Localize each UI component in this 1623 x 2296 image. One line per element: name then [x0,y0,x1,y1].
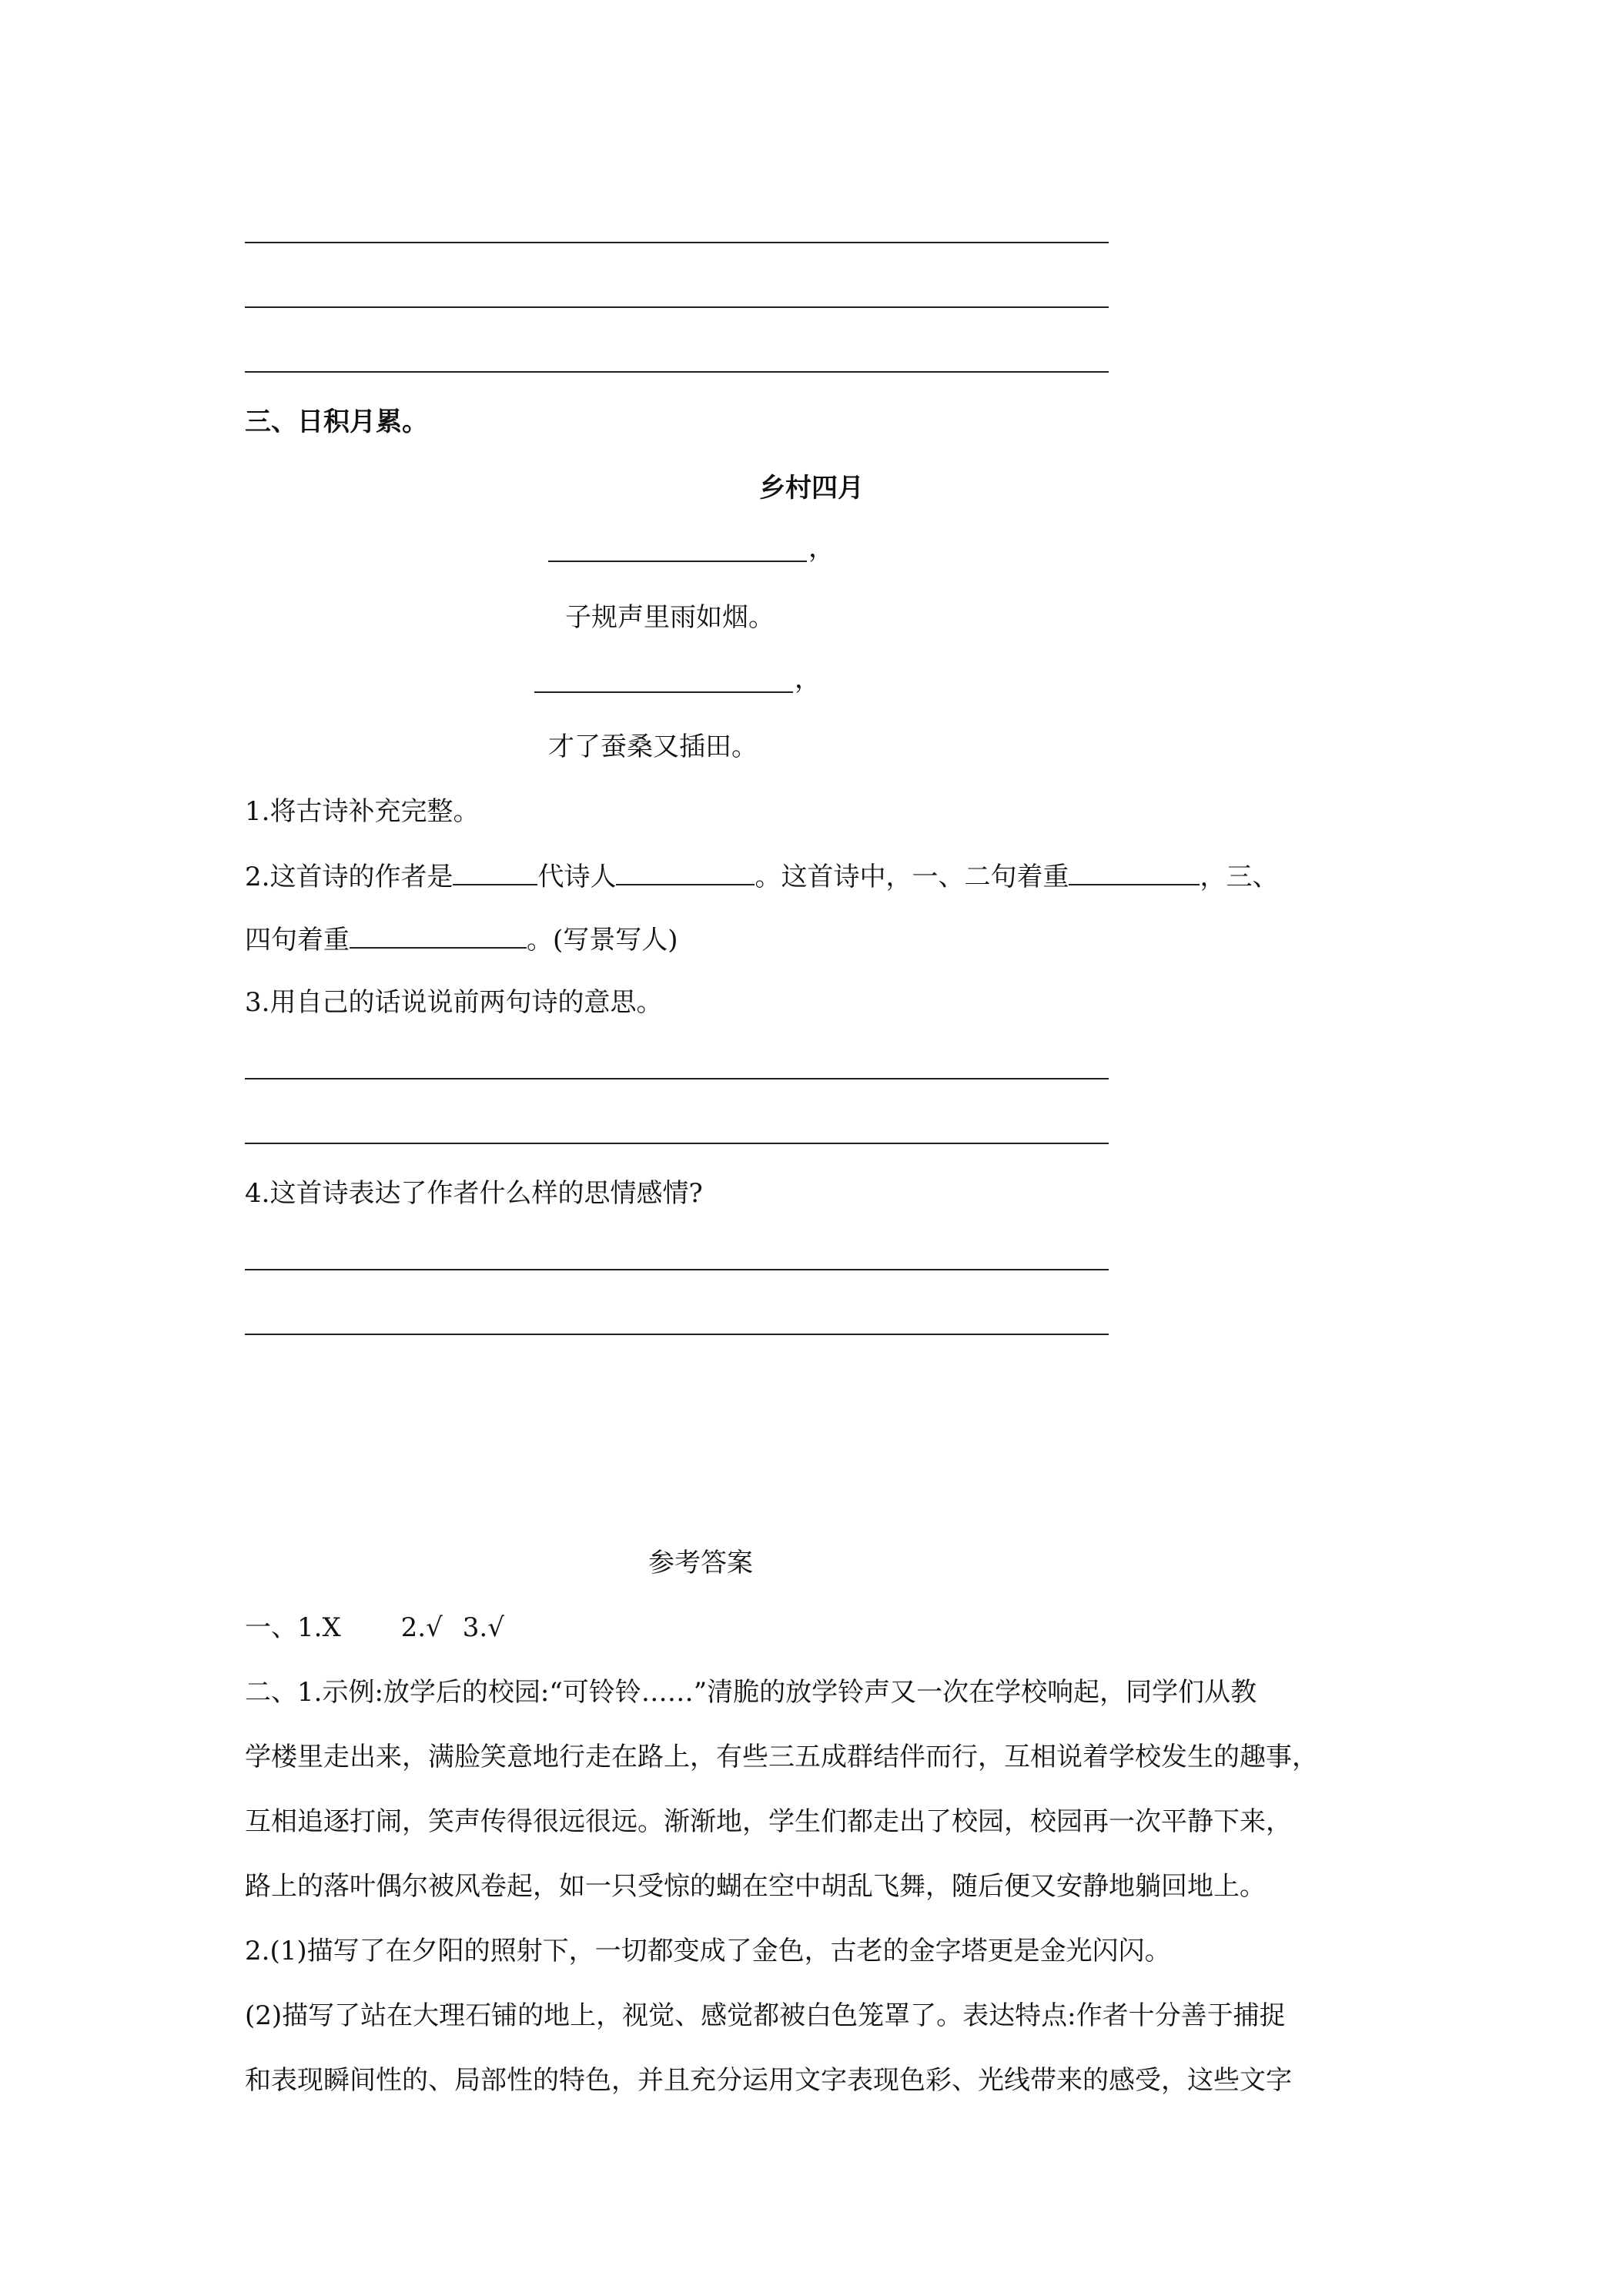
question-2 [245,858,1278,894]
question-4: 4.这首诗表达了作者什么样的思情感情? [245,1178,703,1209]
poem-comma-3: ， [795,664,821,694]
answer-paragraph-line: 路上的落叶偶尔被风卷起，如一只受惊的蝴在空中胡乱飞舞，随后便又安静地躺回地上。 [245,1871,1266,1902]
answer-paragraph-line: (2)描写了站在大理石铺的地上，视觉、感觉都被白色笼罩了。表达特点:作者十分善于捕捉 [245,2000,1286,2031]
question-2-cont [245,921,678,957]
focus-blank-1[interactable] [1069,858,1200,885]
question-1: 1.将古诗补充完整。 [245,796,480,827]
answer-line [245,306,1109,308]
section-heading: 三、日积月累。 [245,407,428,437]
q2-text-e: 四句着重 [245,925,350,956]
dynasty-blank[interactable] [453,858,537,885]
answer-1-2: 2.√ [400,1612,443,1643]
question-3: 3.用自己的话说说前两句诗的意思。 [245,987,663,1018]
poem-blank-line-3[interactable] [534,691,793,693]
answers-title: 参考答案 [648,1548,753,1578]
q2-text-b: 代诗人 [537,862,617,892]
poem-blank-line-1[interactable] [548,561,807,562]
answer-paragraph-line: 互相追逐打闹，笑声传得很远很远。渐渐地，学生们都走出了校园，校园再一次平静下来， [245,1806,1292,1837]
q2-text-c: 。这首诗中，一、二句着重 [755,862,1069,892]
answer-1-1: 一、1.X [245,1612,341,1643]
answer-line [245,371,1109,373]
answer-paragraph-line: 二、1.示例:放学后的校园:“可铃铃……”清脆的放学铃声又一次在学校响起，同学们从教 [245,1677,1257,1708]
poem-title: 乡村四月 [759,473,864,504]
focus-blank-2[interactable] [350,921,527,949]
answer-paragraph-line: 学楼里走出来，满脸笑意地行走在路上，有些三五成群结伴而行，互相说着学校发生的趣事， [245,1742,1318,1772]
poem-comma-1: ， [808,533,835,564]
answer-line [245,242,1109,243]
q2-text-f: 。(写景写人) [527,925,678,956]
answer-section-1 [245,1611,504,1645]
poem-line-4: 才了蚕桑又插田。 [548,731,758,762]
answer-line[interactable] [245,1269,1109,1270]
answer-line[interactable] [245,1078,1109,1079]
answer-1-3: 3.√ [462,1612,504,1643]
q2-text-a: 2.这首诗的作者是 [245,862,453,892]
answer-line[interactable] [245,1143,1109,1144]
answer-paragraph-line: 和表现瞬间性的、局部性的特色，并且充分运用文字表现色彩、光线带来的感受，这些文字 [245,2065,1292,2096]
poem-line-2: 子规声里雨如烟。 [565,602,775,633]
answer-paragraph-line: 2.(1)描写了在夕阳的照射下，一切都变成了金色，古老的金字塔更是金光闪闪。 [245,1936,1171,1966]
answer-line[interactable] [245,1334,1109,1335]
q2-text-d: ，三、 [1200,862,1279,892]
poet-blank[interactable] [616,858,755,885]
